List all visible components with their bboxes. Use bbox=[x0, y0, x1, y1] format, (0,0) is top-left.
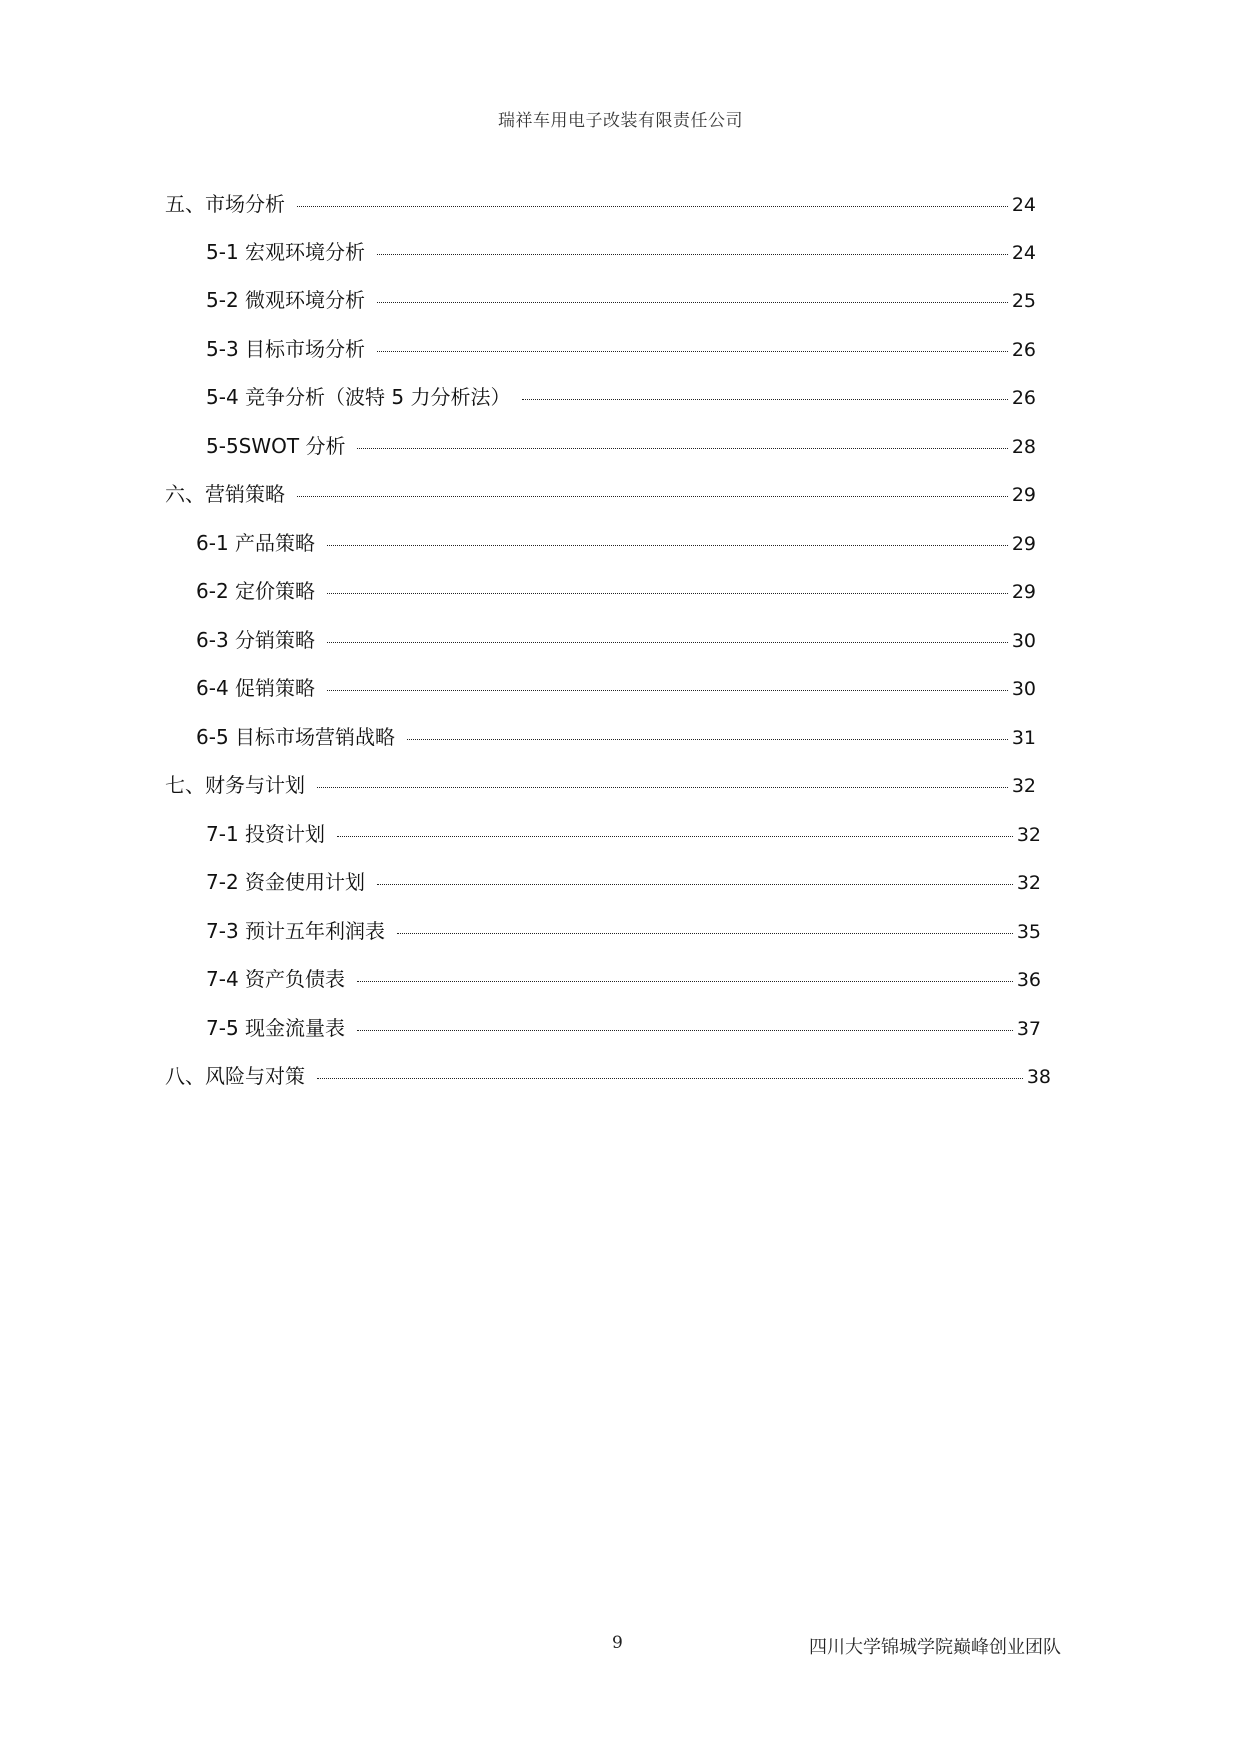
toc-entry-6-2[interactable] bbox=[196, 575, 1036, 605]
toc-entry-label: 6-1 产品策略 bbox=[196, 531, 316, 555]
toc-page-number: 38 bbox=[1026, 1066, 1051, 1088]
toc-entry-label: 7-2 资金使用计划 bbox=[206, 870, 366, 894]
toc-page-number: 35 bbox=[1016, 921, 1041, 943]
page-header: 瑞祥车用电子改装有限责任公司 bbox=[498, 111, 743, 131]
toc-page-number: 28 bbox=[1011, 436, 1036, 458]
toc-entry-6[interactable] bbox=[165, 478, 1036, 508]
toc-entry-label: 7-3 预计五年利润表 bbox=[206, 919, 386, 943]
footer-team-name: 四川大学锦城学院巅峰创业团队 bbox=[809, 1637, 1061, 1658]
toc-entry-7-1[interactable] bbox=[206, 818, 1041, 848]
toc-entry-label: 7-4 资产负债表 bbox=[206, 967, 346, 991]
dotted-leader bbox=[327, 593, 1008, 594]
dotted-leader bbox=[397, 933, 1013, 934]
toc-entry-label: 6-2 定价策略 bbox=[196, 579, 316, 603]
toc-entry-7[interactable] bbox=[165, 769, 1036, 799]
dotted-leader bbox=[327, 690, 1008, 691]
toc-entry-label: 6-4 促销策略 bbox=[196, 676, 316, 700]
dotted-leader bbox=[357, 981, 1013, 982]
toc-entry-label: 八、风险与对策 bbox=[165, 1064, 305, 1088]
toc-entry-label: 5-3 目标市场分析 bbox=[206, 337, 366, 361]
dotted-leader bbox=[317, 1078, 1023, 1079]
dotted-leader bbox=[377, 884, 1013, 885]
toc-entry-5-1[interactable] bbox=[206, 236, 1036, 266]
toc-entry-7-5[interactable] bbox=[206, 1012, 1041, 1042]
toc-page-number: 32 bbox=[1016, 824, 1041, 846]
toc-entry-label: 6-3 分销策略 bbox=[196, 628, 316, 652]
toc-entry-label: 七、财务与计划 bbox=[165, 773, 305, 797]
dotted-leader bbox=[297, 496, 1008, 497]
footer-page-number: 9 bbox=[612, 1633, 623, 1653]
toc-page-number: 36 bbox=[1016, 969, 1041, 991]
toc-entry-label: 7-5 现金流量表 bbox=[206, 1016, 346, 1040]
toc-page-number: 32 bbox=[1011, 775, 1036, 797]
toc-page-number: 30 bbox=[1011, 678, 1036, 700]
dotted-leader bbox=[407, 739, 1008, 740]
dotted-leader bbox=[377, 351, 1008, 352]
toc-entry-5[interactable] bbox=[165, 188, 1036, 218]
page-footer bbox=[0, 1633, 1241, 1663]
toc-page-number: 24 bbox=[1011, 242, 1036, 264]
toc-page-number: 26 bbox=[1011, 387, 1036, 409]
toc-entry-6-4[interactable] bbox=[196, 672, 1036, 702]
dotted-leader bbox=[297, 206, 1008, 207]
dotted-leader bbox=[357, 448, 1007, 449]
toc-entry-7-3[interactable] bbox=[206, 915, 1041, 945]
dotted-leader bbox=[357, 1030, 1013, 1031]
toc-entry-label: 5-1 宏观环境分析 bbox=[206, 240, 366, 264]
toc-page-number: 29 bbox=[1011, 533, 1036, 555]
dotted-leader bbox=[337, 836, 1013, 837]
toc-entry-label: 6-5 目标市场营销战略 bbox=[196, 725, 396, 749]
toc-page-number: 29 bbox=[1011, 581, 1036, 603]
toc-page-number: 31 bbox=[1011, 727, 1036, 749]
dotted-leader bbox=[522, 399, 1007, 400]
toc-entry-label: 7-1 投资计划 bbox=[206, 822, 326, 846]
toc-entry-7-4[interactable] bbox=[206, 963, 1041, 993]
toc-entry-label: 5-5SWOT 分析 bbox=[206, 434, 346, 458]
toc-page-number: 29 bbox=[1011, 484, 1036, 506]
toc-entry-label: 五、市场分析 bbox=[165, 192, 285, 216]
toc-entry-5-5[interactable] bbox=[206, 430, 1036, 460]
toc-page-number: 30 bbox=[1011, 630, 1036, 652]
toc-page-number: 37 bbox=[1016, 1018, 1041, 1040]
toc-page-number: 25 bbox=[1011, 290, 1036, 312]
toc-entry-5-3[interactable] bbox=[206, 333, 1036, 363]
toc-page-number: 26 bbox=[1011, 339, 1036, 361]
toc-entry-8[interactable] bbox=[165, 1060, 1051, 1090]
toc-entry-5-4[interactable] bbox=[206, 381, 1036, 411]
dotted-leader bbox=[377, 254, 1008, 255]
dotted-leader bbox=[377, 302, 1008, 303]
dotted-leader bbox=[327, 545, 1008, 546]
toc-page-number: 32 bbox=[1016, 872, 1041, 894]
toc-entry-label: 5-4 竞争分析（波特 5 力分析法） bbox=[206, 385, 511, 409]
toc-entry-5-2[interactable] bbox=[206, 284, 1036, 314]
toc-entry-label: 六、营销策略 bbox=[165, 482, 285, 506]
toc-entry-6-5[interactable] bbox=[196, 721, 1036, 751]
dotted-leader bbox=[317, 787, 1008, 788]
toc-entry-label: 5-2 微观环境分析 bbox=[206, 288, 366, 312]
toc-entry-6-1[interactable] bbox=[196, 527, 1036, 557]
toc-entry-7-2[interactable] bbox=[206, 866, 1041, 896]
dotted-leader bbox=[327, 642, 1008, 643]
toc-page-number: 24 bbox=[1011, 194, 1036, 216]
toc-entry-6-3[interactable] bbox=[196, 624, 1036, 654]
